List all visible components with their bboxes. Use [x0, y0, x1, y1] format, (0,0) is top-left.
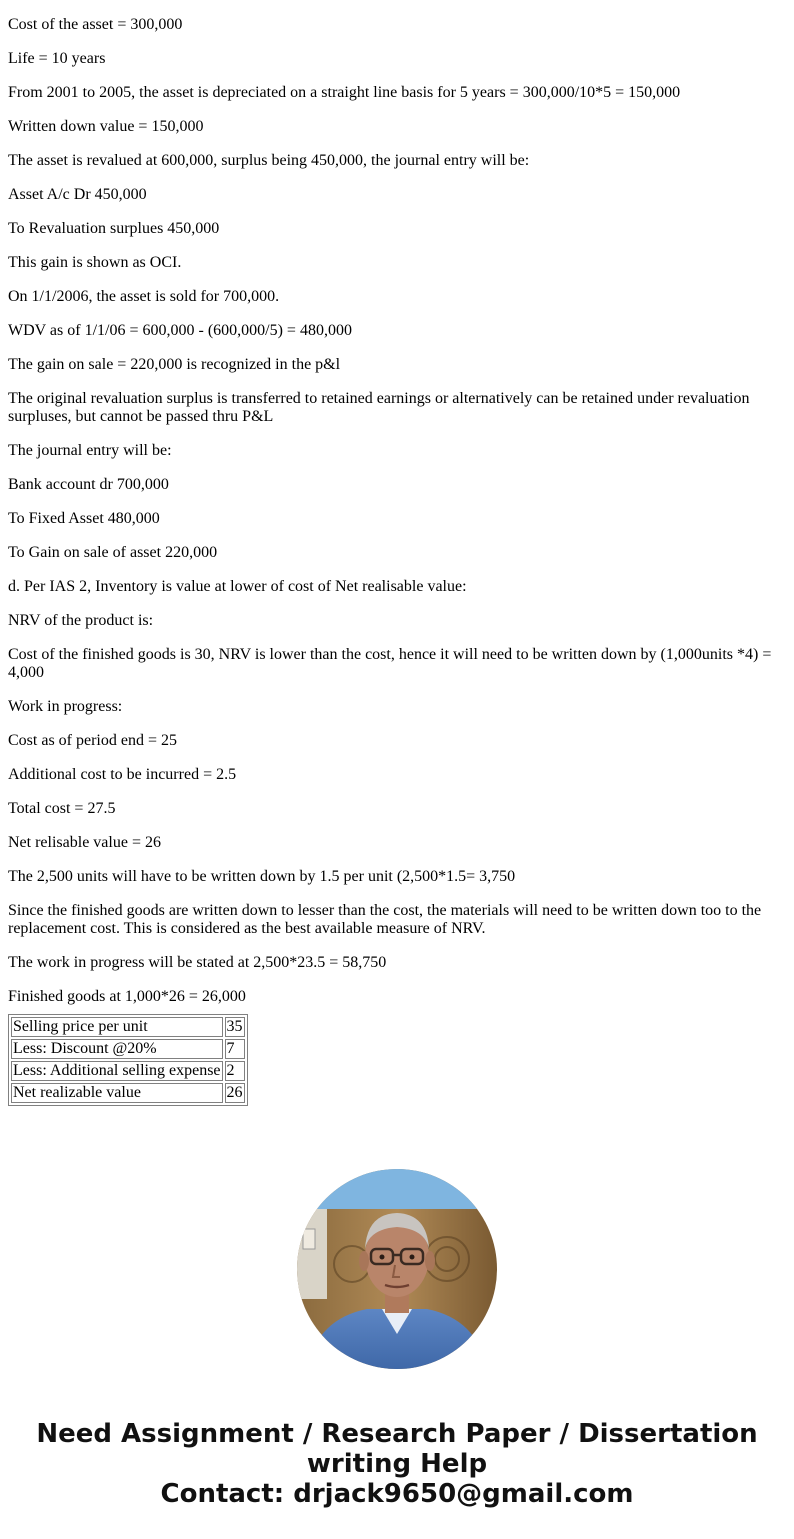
paragraph: Additional cost to be incurred = 2.5 [8, 766, 237, 783]
paragraph: From 2001 to 2005, the asset is depreciated on a straight line basis for 5 years = 300,000/10*5 = 150,000 [8, 84, 681, 101]
paragraph: The journal entry will be: [8, 442, 172, 459]
promo-banner [0, 1419, 794, 1509]
paragraph: Written down value = 150,000 [8, 118, 204, 135]
table-cell-value: 7 [225, 1039, 245, 1059]
paragraph: The 2,500 units will have to be written down by 1.5 per unit (2,500*1.5= 3,750 [8, 868, 516, 885]
paragraph: Cost of the asset = 300,000 [8, 16, 183, 33]
table-cell-label: Selling price per unit [11, 1017, 223, 1037]
paragraph: Work in progress: [8, 698, 123, 715]
paragraph: Finished goods at 1,000*26 = 26,000 [8, 988, 246, 1005]
paragraph: The work in progress will be stated at 2,500*23.5 = 58,750 [8, 954, 387, 971]
paragraph: Bank account dr 700,000 [8, 476, 169, 493]
paragraph: Since the finished goods are written down to lesser than the cost, the materials will need to be written down too to the replacement cost. This is considered as the best available measure of NRV. [8, 902, 762, 937]
paragraph: Cost as of period end = 25 [8, 732, 177, 749]
table-cell-value: 35 [226, 1018, 243, 1035]
paragraph: Asset A/c Dr 450,000 [8, 186, 147, 203]
paragraph: Net relisable value = 26 [8, 834, 161, 851]
promo-line: writing Help [306, 1449, 488, 1479]
paragraph: On 1/1/2006, the asset is sold for 700,000. [8, 288, 280, 305]
paragraph: WDV as of 1/1/06 = 600,000 - (600,000/5) = 480,000 [8, 322, 352, 339]
nrv-table [8, 1014, 248, 1106]
paragraph: Life = 10 years [8, 50, 106, 67]
paragraph: The original revaluation surplus is transferred to retained earnings or alternatively can be retained under revaluation surpluses, but cannot be passed thru P&L [8, 390, 750, 425]
paragraph: To Fixed Asset 480,000 [8, 510, 160, 527]
paragraph: The gain on sale = 220,000 is recognized in the p&l [8, 356, 341, 373]
paragraph: To Revaluation surplues 450,000 [8, 220, 220, 237]
table-cell-label: Less: Discount @20% [11, 1039, 223, 1059]
avatar [297, 1169, 497, 1369]
paragraph: Total cost = 27.5 [8, 800, 116, 817]
paragraph: Cost of the finished goods is 30, NRV is lower than the cost, hence it will need to be written down by (1,000units *4) = 4,000 [8, 646, 772, 681]
table-cell-label: Net realizable value [11, 1083, 223, 1103]
table-row [11, 1039, 245, 1059]
paragraph: The asset is revalued at 600,000, surplus being 450,000, the journal entry will be: [8, 152, 530, 169]
promo-contact: Contact: drjack9650@gmail.com [160, 1479, 634, 1509]
paragraph: To Gain on sale of asset 220,000 [8, 544, 218, 561]
table-row [11, 1083, 245, 1103]
person-photo-icon [297, 1169, 497, 1369]
promo-line: Need Assignment / Research Paper / Dissertation [36, 1419, 758, 1449]
table-cell-value: 26 [226, 1084, 243, 1101]
table-row [11, 1061, 245, 1081]
table-cell-label: Less: Additional selling expense [13, 1062, 221, 1079]
paragraph: NRV of the product is: [8, 612, 154, 629]
table-row [11, 1017, 245, 1037]
document-body [0, 16, 794, 1106]
paragraph: This gain is shown as OCI. [8, 254, 182, 271]
paragraph: d. Per IAS 2, Inventory is value at lower of cost of Net realisable value: [8, 578, 467, 595]
table-cell-value: 2 [225, 1061, 245, 1081]
